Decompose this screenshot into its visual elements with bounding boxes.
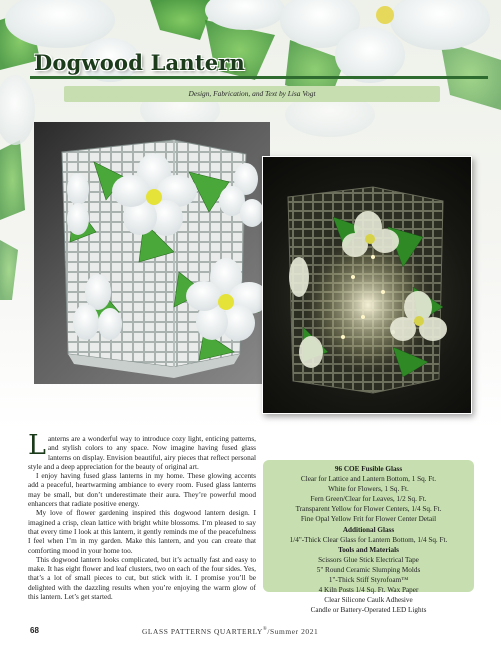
- materials-item: Fine Opal Yellow Frit for Flower Center Detail: [300, 515, 437, 524]
- credit-line: Design, Fabrication, and Text by Lisa Vogt: [64, 86, 440, 102]
- materials-list-box: [263, 460, 474, 615]
- materials-item: Clear for Lattice and Lantern Bottom, 1 Sq. Ft.: [300, 475, 437, 484]
- materials-item: Candle or Battery-Operated LED Lights: [310, 606, 427, 615]
- materials-item: 1"-Thick Stiff Styrofoam™: [328, 576, 409, 585]
- article-title-block: [28, 48, 488, 82]
- lantern-photo-daylight: [34, 122, 270, 384]
- lantern-photo-lit: [262, 156, 472, 414]
- article-paragraph: I enjoy having fused glass lanterns in my home. These glowing accents add a peaceful, heartwarming ambiance to every room. Fused glass lanterns may be small, but don’t underestimate their aura. They’re powerful mood enhancers that radiate positive energy.: [28, 471, 256, 509]
- issue-label: /Summer 2021: [267, 627, 319, 636]
- materials-item: Transparent Yellow for Flower Centers, 1/4 Sq. Ft.: [295, 505, 442, 514]
- materials-heading: Tools and Materials: [338, 545, 399, 554]
- page-number: 68: [30, 626, 39, 635]
- publication-name: GLASS PATTERNS QUARTERLY: [142, 627, 263, 636]
- materials-heading: 96 COE Fusible Glass: [334, 465, 403, 473]
- registered-mark: ®: [262, 627, 268, 632]
- article-title: Dogwood Lantern: [34, 50, 246, 75]
- materials-item: White for Flowers, 1 Sq. Ft.: [328, 485, 409, 494]
- article-paragraph: This dogwood lantern looks complicated, but it’s actually fast and easy to make. It has eight flower and leaf clusters, two on each of the four sides. Yes, that’s a lot of small pieces to cut, but stick with it. I promise you’ll be delighted with the dazzling results when you’re enjoying the warm glow of this lantern. Let’s get started.: [28, 554, 256, 602]
- materials-item: 4 Kiln Posts 1/4 Sq. Ft. Wax Paper: [318, 586, 419, 595]
- drop-cap: L: [28, 430, 46, 461]
- materials-heading: Additional Glass: [342, 525, 395, 534]
- title-underline: [30, 76, 488, 79]
- materials-item: Clear Silicone Caulk Adhesive: [324, 596, 413, 605]
- materials-item: Fern Green/Clear for Leaves, 1/2 Sq. Ft.: [310, 495, 427, 504]
- publication-footer: [142, 627, 318, 636]
- article-paragraph: My love of flower gardening inspired this dogwood lantern design. I imagined a crisp, clean lattice with bright white blossoms. I’m pleased to say that every time I look at this lantern, it gently reminds me of the peacefulness I feel when I’m in my garden. Make this lantern, and you can create that comforting mood in your home too.: [28, 508, 256, 555]
- article-body: [28, 430, 256, 602]
- materials-item: 1/4"-Thick Clear Glass for Lantern Bottom, 1/4 Sq. Ft.: [289, 535, 448, 544]
- materials-item: 5" Round Ceramic Slumping Molds: [316, 565, 421, 574]
- article-paragraph: Lanterns are a wonderful way to introduce cozy light, enticing patterns, and stylish colors to any space. Now imagine having fused glass lanterns on display. Envision beautiful, airy pieces that reflect personal style and a deep appreciation for the beauty of original art.: [28, 430, 256, 471]
- materials-item: Scissors Glue Stick Electrical Tape: [318, 555, 419, 564]
